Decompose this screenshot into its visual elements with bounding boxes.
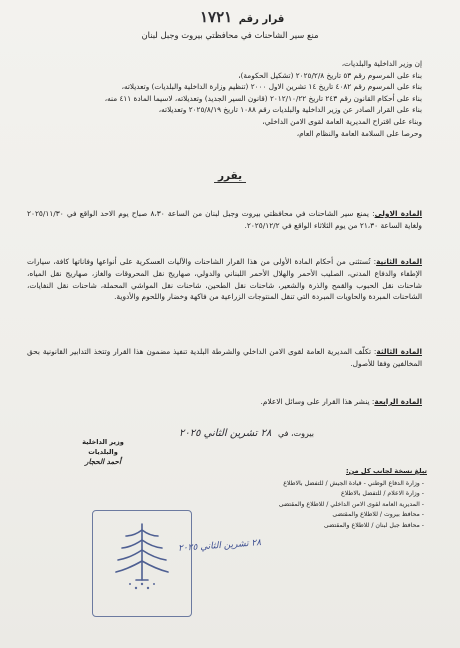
minister-name: أحمد الحجار [85, 457, 121, 466]
handwritten-date: ٢٨ تشرين الثاني ٢٠٢٥ [179, 428, 272, 439]
decision-number-line [200, 8, 284, 26]
place-and-date [175, 428, 314, 439]
decides-text: يقرر [214, 170, 246, 183]
preamble-line: وحرصا على السلامة العامة والنظام العام، [296, 128, 422, 138]
distribution-title: تبلغ نسخة لجانب كل من: [345, 467, 427, 475]
decides-heading [0, 170, 460, 182]
distribution-item: - محافظ جبل لبنان / للاطلاع والمقتضى [234, 521, 424, 531]
preamble-line: بناء على المرسوم رقم ٤٠٨٢ تاريخ ١٤ تشرين الاول ٢٠٠٠ (تنظيم وزارة الداخلية والبلديات) وتعديلاته، [121, 82, 422, 92]
distribution-list [234, 479, 424, 531]
stamp-date: ٢٨ تشرين الثاني ٢٠٢٥ [177, 538, 262, 554]
article-label: المادة الثالثة [376, 347, 422, 356]
minister-title: وزير الداخلية والبلديات [82, 438, 124, 456]
preamble [27, 58, 422, 139]
article-text: : ينشر هذا القرار على وسائل الاعلام. [260, 397, 375, 406]
distribution-item: - المديرية العامة لقوى الامن الداخلي / للاطلاع والمقتضى [234, 500, 424, 510]
article-2 [27, 256, 422, 303]
article-1 [27, 208, 422, 232]
place-label: بيروت، في [277, 429, 315, 438]
preamble-line: إن وزير الداخلية والبلديات، [341, 59, 422, 68]
article-3 [27, 346, 422, 370]
article-label: المادة الاولى [374, 209, 423, 218]
decision-subject: منع سير الشاحنات في محافظتي بيروت وجبل لبنان [141, 30, 319, 40]
cedar-emblem-icon [112, 518, 172, 598]
preamble-line: بناء على القرار الصادر عن وزير الداخلية والبلديات رقم ١٠٨٨ تاريخ ٢٠٢٥/٨/١٩ وتعديلاته، [158, 105, 422, 115]
article-label: المادة الرابعة [374, 397, 422, 406]
article-4 [27, 396, 422, 408]
preamble-line: بناء على المرسوم رقم ٥٣ تاريخ ٢٠٢٥/٢/٨ (تشكيل الحكومة)، [238, 70, 422, 80]
decision-label: قرار رقم [238, 14, 285, 25]
distribution-item: - وزارة الدفاع الوطني - قيادة الجيش / للتفضل بالاطلاع [234, 479, 424, 489]
minister-signature-block [68, 437, 138, 467]
decision-number: ١٧٢١ [200, 8, 233, 26]
distribution-item: - محافظ بيروت / للاطلاع والمقتضى [234, 510, 424, 520]
article-text: : يمنع سير الشاحنات في محافظتي بيروت وجبل لبنان من الساعة ٨،٣٠ صباح يوم الاحد الواقع في ٢٠٢٥/١١/٣٠ ولغاية الساعة ٢١،٣٠ من يوم الثلاثاء الواقع في ٢٠٢٥/١٢/٢. [27, 209, 422, 230]
article-label: المادة الثانية [376, 257, 422, 266]
article-text: : تُستثنى من أحكام المادة الأولى من هذا القرار الشاحنات والآليات العسكرية على أنواعها وفاناتها كافة، سيارات الإطفاء والدفاع المدني، الصليب الأحمر والهلال الأحمر اللبناني والدولي، صهاريج نقل المحروقات والغاز، صهاريج نقل المياه، شاحنات نقل الحبوب والقمح والذرة والشعير، شاحنات نقل الطحين، شاحنات نقل المواشي المحملة، شاحنات نقل النفايات، الشاحنات المبردة والحاويات المبردة التي تنقل المنتوجات الزراعية من فاكهة وخضار واللحوم والأدوية. [27, 257, 422, 302]
distribution-item: - وزارة الاعلام / للتفضل بالاطلاع [234, 489, 424, 499]
article-text: : تكلّف المديرية العامة لقوى الامن الداخلي والشرطة البلدية تنفيذ مضمون هذا القرار وتتخذ التدابير القانونية بحق المخالفين وفقا للأصول. [27, 347, 422, 368]
preamble-line: وبناء على اقتراح المديرية العامة لقوى الامن الداخلي، [262, 116, 422, 126]
preamble-line: بناء على أحكام القانون رقم ٢٤٣ تاريخ ٢٠١٢/١٠/٢٢ (قانون السير الجديد) وتعديلاته، لاسيما المادة ٤١١ منه، [104, 93, 422, 103]
